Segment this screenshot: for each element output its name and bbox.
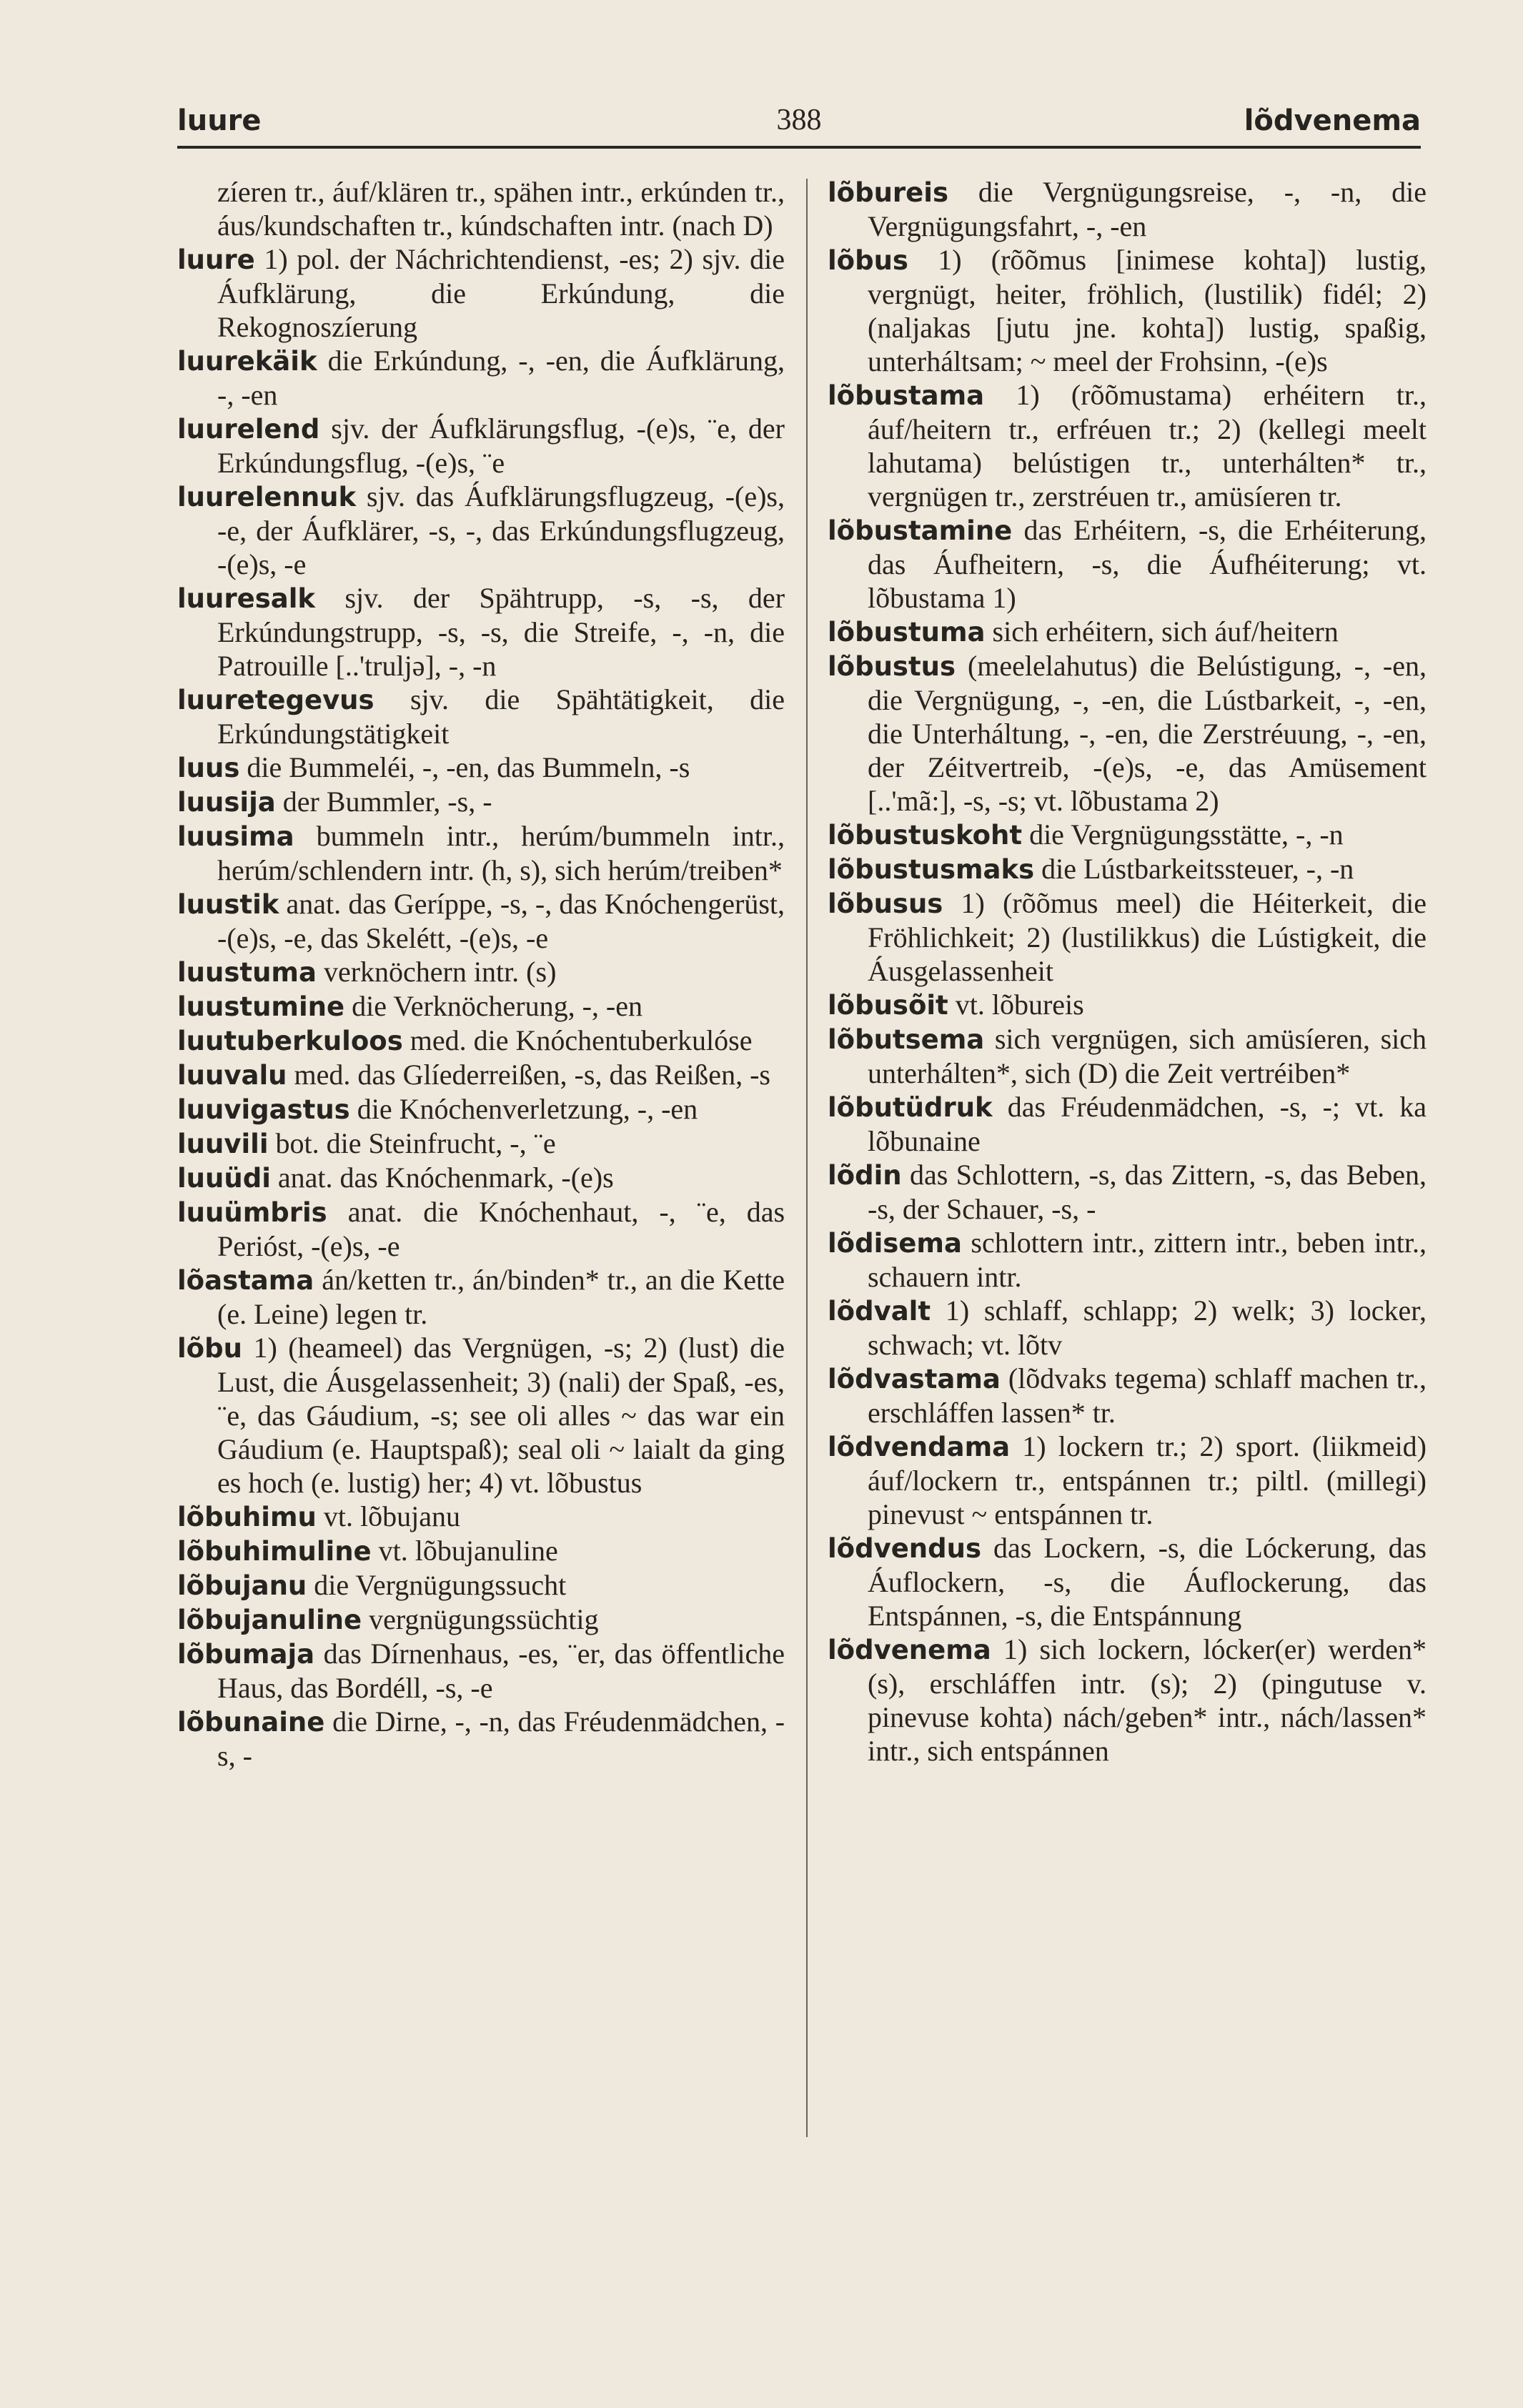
dictionary-entry	[828, 988, 1427, 1022]
dictionary-entry	[828, 175, 1427, 243]
entry-definition: (meelelahutus) die Belústigung, -, -en, die Vergnügung, -, -en, die Lústbarkeit, -, -en, die Unterháltung, -, -en, die Zerstréuung, -, -en, der Zéitvertreib, -(e)s, -e, das Amüsement [..'mã:], -s, -s; vt. lõbustama 2)	[868, 650, 1427, 817]
entry-headword: lõbusus	[828, 888, 943, 919]
header-rule	[177, 146, 1421, 149]
entry-headword: lõdvastama	[828, 1364, 1001, 1394]
entry-headword: luus	[177, 753, 240, 783]
entry-definition: 1) lockern tr.; 2) sport. (liikmeid) áuf/lockern tr., entspánnen tr.; piltl. (millegi) pinevust ~ entspánnen tr.	[868, 1430, 1427, 1530]
dictionary-entry	[828, 1158, 1427, 1226]
entry-definition: 1) (rõõmus [inimese kohta]) lustig, vergnügt, heiter, fröhlich, (lustilik) fidél; 2) (naljakas [jutu jne. kohta]) lustig, spaßig, unterháltsam; ~ meel der Frohsinn, -(e)s	[868, 244, 1427, 377]
entry-headword: luustik	[177, 889, 279, 920]
entry-definition: die Lústbarkeitssteuer, -, -n	[1041, 853, 1354, 885]
entry-definition: 1) (rõõmus meel) die Héiterkeit, die Fröhlichkeit; 2) (lustilikkus) die Lústigkeit, die Áusgelassenheit	[868, 887, 1427, 987]
dictionary-entry	[177, 1331, 785, 1500]
entry-headword: lõbuhimu	[177, 1502, 317, 1532]
dictionary-entry	[828, 1022, 1427, 1090]
entry-headword: lõbu	[177, 1333, 242, 1364]
entry-definition: vergnügungssüchtig	[369, 1603, 599, 1635]
dictionary-entry	[177, 412, 785, 480]
dictionary-entry	[177, 581, 785, 683]
entry-definition: der Bummler, -s, -	[282, 786, 492, 818]
entry-definition: die Dirne, -, -n, das Fréudenmädchen, -s, -	[217, 1705, 785, 1772]
entry-definition: vt. lõbureis	[955, 989, 1084, 1021]
column-divider	[806, 179, 808, 2137]
entry-headword: lõbustamine	[828, 515, 1013, 546]
entry-headword: luuvili	[177, 1129, 269, 1159]
entry-headword: lõbustuma	[828, 617, 986, 648]
entry-definition: das Lockern, -s, die Lóckerung, das Áuflockern, -s, die Áuflockerung, das Entspánnen, -s, die Entspánnung	[868, 1532, 1427, 1632]
entry-headword: luuvigastus	[177, 1094, 350, 1125]
entry-definition: die Vergnügungsstätte, -, -n	[1029, 818, 1344, 851]
entry-headword: luustumine	[177, 991, 345, 1022]
entry-definition: sjv. der Áufklärungsflug, -(e)s, ¨e, der Erkúndungsflug, -(e)s, ¨e	[217, 412, 785, 479]
entry-headword: lõdisema	[828, 1228, 962, 1259]
entry-headword: lõdvendama	[828, 1432, 1011, 1462]
dictionary-entry	[828, 1294, 1427, 1362]
entry-headword: luusija	[177, 787, 276, 818]
dictionary-entry	[828, 1531, 1427, 1632]
entry-definition: sich erhéitern, sich áuf/heitern	[992, 615, 1339, 648]
entry-headword: lõdin	[828, 1160, 902, 1191]
entry-definition: sjv. die Spähtätigkeit, die Erkúndungstätigkeit	[217, 683, 785, 750]
entry-definition: án/ketten tr., án/binden* tr., an die Kette (e. Leine) legen tr.	[217, 1264, 785, 1330]
dictionary-entry	[828, 649, 1427, 818]
dictionary-entry	[177, 1263, 785, 1331]
entry-headword: lõbusõit	[828, 990, 948, 1021]
dictionary-entry	[828, 818, 1427, 852]
entry-definition: vt. lõbujanuline	[378, 1535, 558, 1567]
dictionary-entry	[177, 1602, 785, 1637]
entry-headword: luustuma	[177, 957, 317, 988]
entry-definition: sjv. das Áufklärungsflugzeug, -(e)s, -e, der Áufklärer, -s, -, das Erkúndungsflugzeug, -(e)s, -e	[217, 480, 785, 580]
entry-headword: luutuberkuloos	[177, 1026, 403, 1056]
dictionary-entry	[177, 683, 785, 750]
entry-headword: lõdvalt	[828, 1296, 931, 1327]
entry-definition: 1) (rõõmustama) erhéitern tr., áuf/heitern tr., erfréuen tr.; 2) (kellegi meelt lahutama) belústigen tr., unterhálten* tr., vergnügen tr., zerstréuen tr., amüsíeren tr.	[868, 379, 1427, 512]
entry-definition: das Schlottern, -s, das Zittern, -s, das Beben, -s, der Schauer, -s, -	[868, 1159, 1427, 1225]
entry-definition: zíeren tr., áuf/klären tr., spähen intr., erkúnden tr., áus/kundschaften tr., kúndschaften intr. (nach D)	[217, 176, 785, 242]
entry-headword: lõbujanu	[177, 1570, 307, 1601]
entry-headword: luurelennuk	[177, 482, 357, 512]
entry-headword: lõdvendus	[828, 1533, 981, 1564]
dictionary-entry	[177, 955, 785, 989]
entry-headword: lõdvenema	[828, 1635, 991, 1665]
entry-definition: bummeln intr., herúm/bummeln intr., herúm/schlendern intr. (h, s), sich herúm/treiben*	[217, 820, 785, 886]
left-column	[177, 175, 785, 1773]
dictionary-entry	[177, 175, 785, 242]
dictionary-entry	[177, 1500, 785, 1534]
entry-headword: lõbutüdruk	[828, 1092, 993, 1123]
dictionary-entry	[828, 1226, 1427, 1294]
dictionary-entry	[177, 989, 785, 1024]
entry-headword: lõbureis	[828, 177, 948, 208]
dictionary-entry	[828, 1362, 1427, 1430]
dictionary-entry	[177, 1195, 785, 1263]
dictionary-entry	[177, 1161, 785, 1195]
entry-headword: lõbuhimuline	[177, 1536, 372, 1567]
running-head-right: lõdvenema	[1244, 104, 1421, 137]
dictionary-entry	[177, 785, 785, 819]
dictionary-entry	[177, 1092, 785, 1126]
entry-definition: anat. die Knóchenhaut, -, ¨e, das Perióst, -(e)s, -e	[217, 1196, 785, 1262]
entry-definition: das Fréudenmädchen, -s, -; vt. ka lõbunaine	[868, 1091, 1427, 1157]
entry-headword: luuresalk	[177, 583, 315, 614]
entry-headword: lõbus	[828, 245, 908, 276]
dictionary-entry	[177, 750, 785, 785]
entry-definition: schlottern intr., zittern intr., beben intr., schauern intr.	[868, 1227, 1427, 1293]
entry-definition: die Knóchenverletzung, -, -en	[357, 1093, 698, 1125]
dictionary-entry	[177, 1534, 785, 1568]
entry-definition: vt. lõbujanu	[323, 1500, 460, 1532]
right-column	[828, 175, 1427, 1768]
dictionary-entry	[177, 1637, 785, 1705]
entry-headword: luuretegevus	[177, 685, 374, 715]
dictionary-entry	[177, 242, 785, 344]
dictionary-entry	[828, 378, 1427, 513]
entry-definition: das Erhéitern, -s, die Erhéiterung, das Áufheitern, -s, die Áufhéiterung; vt. lõbustama 1)	[868, 514, 1427, 614]
dictionary-entry	[177, 344, 785, 412]
entry-headword: lõbumaja	[177, 1639, 315, 1670]
dictionary-entry	[828, 886, 1427, 988]
entry-headword: lõbustama	[828, 380, 985, 411]
entry-definition: die Vergnügungsreise, -, -n, die Vergnügungsfahrt, -, -en	[868, 176, 1427, 242]
page-number: 388	[776, 104, 822, 137]
entry-headword: luuümbris	[177, 1197, 327, 1228]
entry-definition: med. die Knóchentuberkulóse	[410, 1024, 753, 1056]
entry-definition: (lõdvaks tegema) schlaff machen tr., erschláffen lassen* tr.	[868, 1362, 1427, 1429]
dictionary-entry	[177, 1568, 785, 1602]
entry-definition: 1) (heameel) das Vergnügen, -s; 2) (lust) die Lust, die Áusgelassenheit; 3) (nali) der Spaß, -es, ¨e, das Gáudium, -s; see oli alles ~ das war ein Gáudium (e. Hauptspaß); seal oli ~ laialt da ging es hoch (e. lustig) her; 4) vt. lõbustus	[217, 1332, 785, 1499]
entry-headword: lõbujanuline	[177, 1605, 362, 1635]
dictionary-entry	[828, 852, 1427, 886]
entry-definition: med. das Glíederreißen, -s, das Reißen, -s	[294, 1059, 770, 1091]
dictionary-entry	[177, 480, 785, 581]
entry-definition: 1) schlaff, schlapp; 2) welk; 3) locker, schwach; vt. lõtv	[868, 1294, 1427, 1361]
dictionary-entry	[177, 887, 785, 955]
dictionary-entry	[828, 615, 1427, 649]
entry-definition: sich vergnügen, sich amüsíeren, sich unterhálten*, sich (D) die Zeit vertréiben*	[868, 1023, 1427, 1089]
entry-headword: luuüdi	[177, 1163, 271, 1194]
entry-definition: 1) sich lockern, lócker(er) werden* (s), erschláffen intr. (s); 2) (pingutuse v. pinevuse kohta) nách/geben* intr., nách/lassen* intr., sich entspánnen	[868, 1633, 1427, 1767]
entry-definition: anat. das Geríppe, -s, -, das Knóchengerüst, -(e)s, -e, das Skelétt, -(e)s, -e	[217, 888, 785, 954]
dictionary-entry	[177, 1705, 785, 1773]
entry-headword: lõbustuskoht	[828, 820, 1023, 851]
entry-definition: verknöchern intr. (s)	[323, 956, 557, 988]
dictionary-entry	[828, 1632, 1427, 1768]
entry-headword: luuvalu	[177, 1060, 287, 1091]
entry-definition: das Dírnenhaus, -es, ¨er, das öffentliche Haus, das Bordéll, -s, -e	[217, 1637, 785, 1704]
entry-headword: lõbutsema	[828, 1024, 985, 1055]
entry-definition: die Verknöcherung, -, -en	[352, 990, 643, 1022]
entry-headword: lõbustus	[828, 651, 956, 682]
entry-definition: bot. die Steinfrucht, -, ¨e	[275, 1127, 556, 1159]
dictionary-entry	[828, 513, 1427, 615]
dictionary-entry	[177, 819, 785, 887]
entry-headword: luurelend	[177, 414, 320, 445]
running-head-left: luure	[177, 104, 262, 137]
dictionary-entry	[177, 1126, 785, 1161]
entry-definition: anat. das Knóchenmark, -(e)s	[277, 1161, 614, 1194]
entry-headword: luure	[177, 244, 255, 275]
entry-definition: sjv. der Spähtrupp, -s, -s, der Erkúndungstrupp, -s, -s, die Streife, -, -n, die Patrouille [..'truljə], -, -n	[217, 582, 785, 682]
dictionary-entry	[177, 1024, 785, 1058]
entry-headword: luurekäik	[177, 346, 317, 377]
dictionary-entry	[828, 1090, 1427, 1158]
page-header	[177, 91, 1421, 149]
entry-definition: die Erkúndung, -, -en, die Áufklärung, -, -en	[217, 345, 785, 411]
entry-headword: lõbustusmaks	[828, 854, 1035, 885]
entry-definition: die Vergnügungssucht	[314, 1569, 567, 1601]
entry-headword: lõbunaine	[177, 1707, 325, 1738]
entry-definition: die Bummeléi, -, -en, das Bummeln, -s	[247, 751, 690, 783]
entry-headword: luusima	[177, 821, 294, 852]
dictionary-entry	[177, 1058, 785, 1092]
dictionary-entry	[828, 1430, 1427, 1531]
entry-headword: lõastama	[177, 1265, 314, 1296]
entry-definition: 1) pol. der Náchrichtendienst, -es; 2) sjv. die Áufklärung, die Erkúndung, die Rekognoszíerung	[217, 243, 785, 343]
dictionary-entry	[828, 243, 1427, 378]
